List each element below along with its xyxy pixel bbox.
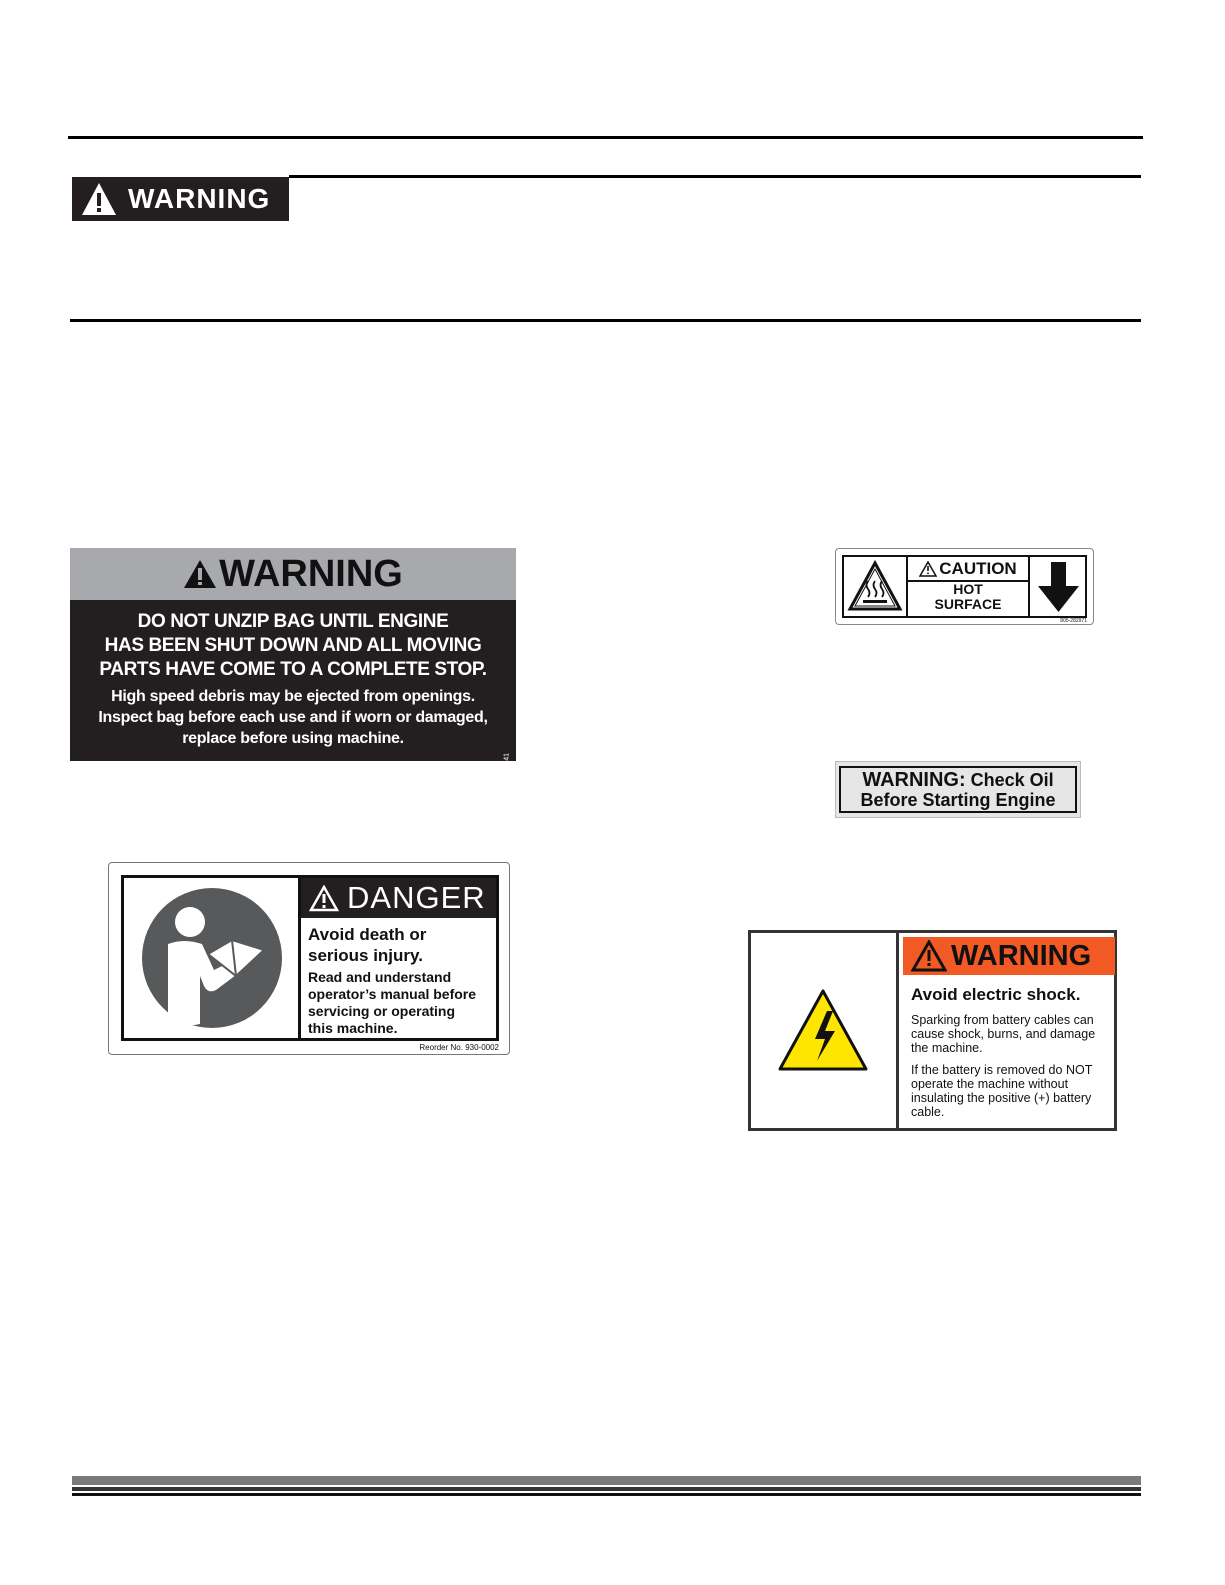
decal-manual-text-line: Read and understand (308, 969, 452, 985)
read-manual-icon (124, 878, 298, 1038)
decal-bag-header (70, 548, 516, 600)
decal-hot-text (908, 582, 1028, 612)
decal-bag-sub-line: Inspect bag before each use and if worn or damaged, (98, 709, 488, 726)
footer-bar (72, 1476, 1141, 1485)
decal-shock-para2: If the battery is removed do NOT operate the machine without insulating the positive (+) battery cable. (911, 1063, 1093, 1119)
decal-oil-strong: WARNING: (862, 769, 966, 791)
decal-shock-body (911, 985, 1111, 1119)
decal-manual-heading: DANGER (347, 880, 486, 915)
warning-triangle-icon (919, 561, 937, 577)
decal-manual-reorder: Reorder No. 930-0002 (419, 1043, 499, 1052)
decal-manual-strong-line: serious injury. (308, 946, 423, 965)
decal-bag-sub-line: replace before using machine. (182, 730, 404, 747)
high-voltage-icon (751, 933, 896, 1128)
decal-hot-header (908, 557, 1028, 582)
decal-manual-text-line: operator’s manual before (308, 986, 477, 1002)
decal-shock-strong: Avoid electric shock. (911, 985, 1081, 1004)
decal-bag-warning (70, 548, 516, 777)
decal-bag-code: 282941 (503, 753, 510, 777)
decal-bag-heading: WARNING (219, 552, 403, 595)
manual-reader-pictogram (124, 878, 301, 1038)
decal-manual-text-line: servicing or operating (308, 1003, 456, 1019)
banner-label: WARNING (128, 183, 271, 214)
decal-bag-sub-text (70, 686, 516, 749)
decal-manual-strong-line: Avoid death or (308, 925, 427, 944)
decal-check-oil (835, 761, 1081, 818)
decal-manual-text-line: this machine. (308, 1020, 398, 1036)
arrow-down-icon (1030, 557, 1087, 616)
decal-manual-danger (108, 862, 510, 1055)
decal-bag-main-line: PARTS HAVE COME TO A COMPLETE STOP. (99, 659, 487, 680)
decal-bag-main-line: DO NOT UNZIP BAG UNTIL ENGINE (137, 611, 449, 632)
hot-surface-icon (844, 557, 906, 616)
banner-rule (289, 175, 1141, 178)
warning-triangle-icon (80, 181, 118, 217)
decal-bag-main-line: HAS BEEN SHUT DOWN AND ALL MOVING (104, 635, 482, 656)
decal-shock-para1: Sparking from battery cables can cause shock, burns, and damage the machine. (911, 1013, 1096, 1055)
decal-hot-code: 805-282971 (1060, 618, 1087, 624)
hot-surface-pictogram (844, 557, 908, 616)
decal-oil-line1: Check Oil (965, 770, 1054, 790)
footer-bar (72, 1487, 1141, 1491)
decal-electric-shock (748, 922, 1118, 1131)
warning-triangle-icon (309, 885, 339, 912)
top-rule (68, 136, 1143, 139)
decal-manual-header (301, 878, 496, 918)
decal-hot-line: SURFACE (934, 596, 1002, 612)
decal-shock-heading: WARNING (951, 939, 1092, 972)
section-rule (70, 319, 1141, 322)
decal-bag-sub-line: High speed debris may be ejected from openings. (111, 688, 475, 705)
decal-bag-main-text (70, 610, 516, 682)
footer-bar (72, 1493, 1141, 1496)
decal-manual-body (308, 924, 498, 1037)
warning-triangle-icon (911, 940, 947, 972)
decal-hot-heading: CAUTION (939, 558, 1017, 578)
warning-triangle-icon (183, 559, 217, 589)
decal-hot-line: HOT (953, 581, 983, 597)
decal-hot-surface (835, 548, 1094, 625)
decal-oil-line2: Before Starting Engine (860, 790, 1056, 810)
warning-banner (72, 177, 289, 221)
decal-shock-header (903, 937, 1115, 975)
